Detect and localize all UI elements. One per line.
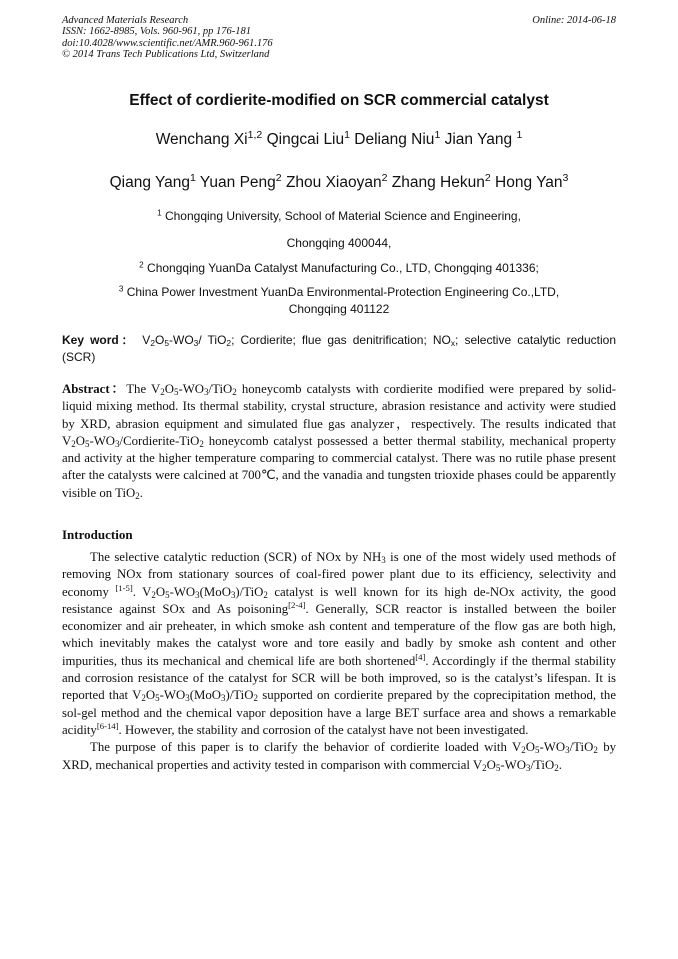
formula-subscript: 2	[232, 387, 237, 398]
body-text: catalyst is well known for its high de-NOx activity, the good resistance against SOx and As poisoning	[62, 584, 616, 616]
formula-subscript: 2	[71, 439, 76, 450]
formula-subscript: 3	[204, 387, 209, 398]
affiliation-2	[62, 261, 616, 275]
formula-part: O	[154, 333, 165, 347]
formula-subscript: 2	[141, 693, 146, 704]
affiliation-1-city: Chongqing 400044,	[286, 236, 392, 250]
body-text: -WO	[159, 688, 186, 703]
journal-header	[62, 15, 273, 61]
author-affiliation-mark: 3	[562, 172, 569, 185]
formula-subscript: 3	[565, 745, 570, 756]
formula-subscript: 5	[495, 762, 501, 773]
formula-subscript: 2	[554, 762, 559, 773]
author-line-1	[62, 131, 616, 149]
affiliation-number: 2	[139, 260, 144, 270]
author-name: Jian Yang	[444, 131, 513, 148]
author-name: Qiang Yang	[109, 174, 191, 191]
abstract	[62, 381, 616, 502]
body-text: -WO	[169, 584, 196, 599]
online-date: Online: 2014-06-18	[532, 15, 616, 26]
keywords	[62, 332, 616, 365]
body-text: .	[558, 757, 562, 772]
formula-subscript: 2	[263, 589, 268, 600]
formula-subscript: 5	[164, 338, 169, 349]
author-name: Yuan Peng	[199, 174, 276, 191]
body-text: by XRD, mechanical properties and activity tested in comparison with commercial V	[62, 740, 617, 772]
paper-title: Effect of cordierite-modified on SCR commercial catalyst	[129, 92, 549, 109]
formula-subscript: 3	[221, 693, 226, 704]
body-text: is one of the most widely used methods of removing NOx from stationary sources of coal-fired power plant due to its efficiency, selectivity and economy	[62, 550, 617, 599]
formula-subscript: 5	[173, 387, 179, 398]
formula-subscript: 2	[593, 745, 598, 756]
section-heading-introduction: Introduction	[62, 527, 133, 542]
abstract-text: O	[75, 433, 85, 448]
body-text: The purpose of this paper is to clarify the behavior of cordierite loaded with V	[90, 740, 522, 755]
citation-ref: [4]	[415, 652, 426, 662]
formula-subscript: 2	[160, 387, 165, 398]
formula-subscript: 2	[150, 338, 155, 349]
body-text: -WO	[500, 757, 526, 772]
citation-ref: [6-14]	[96, 721, 119, 732]
formula-subscript: 3	[193, 338, 199, 349]
affiliation-number: 3	[118, 284, 124, 294]
formula-subscript: 5	[535, 745, 540, 756]
doi-line: doi:10.4028/www.scientific.net/AMR.960-961.176	[62, 37, 273, 49]
formula-subscript: 2	[482, 762, 487, 773]
author-name: Zhou Xiaoyan	[285, 174, 382, 191]
author-name: Hong Yan	[495, 174, 563, 191]
affiliation-text: Chongqing YuanDa Catalyst Manufacturing Co., LTD, Chongqing 401336;	[147, 261, 539, 275]
body-text: supported on cordierite prepared by the coprecipitation method, the sol-gel method and the chemical vapor deposition have a large BET surface area and shows a remarkable acidity	[62, 688, 616, 737]
affiliation-3	[62, 285, 616, 299]
issn-line: ISSN: 1662-8985, Vols. 960-961, pp 176-181	[62, 26, 251, 38]
body-text: The selective catalytic reduction (SCR) of NOx by NH	[90, 550, 382, 564]
affiliation-1	[62, 209, 616, 223]
abstract-text: .	[139, 485, 143, 500]
author-affiliation-mark: 2	[275, 172, 282, 185]
author-affiliation-mark: 1	[516, 129, 523, 142]
abstract-label: Abstract：	[62, 382, 127, 396]
body-text: )/TiO	[235, 584, 264, 599]
formula-subscript: 5	[84, 439, 90, 450]
body-text: O	[145, 688, 156, 703]
formula-subscript: x	[450, 338, 456, 349]
paragraph	[62, 549, 616, 739]
body-text: O	[525, 740, 536, 755]
author-name: Qingcai Liu	[266, 131, 345, 148]
journal-name: Advanced Materials Research	[62, 15, 189, 26]
body-text: /TiO	[569, 740, 594, 755]
author-name: Wenchang Xi	[155, 131, 248, 148]
body-text: . Accordingly if the thermal stability and corrosion resistance of the catalyst for SCR will be both improved, so is the catalyst’s lifespan. It is reported that V	[62, 653, 616, 703]
formula-subscript: 5	[155, 693, 160, 704]
formula-subscript: 2	[253, 693, 258, 704]
abstract-text: honeycomb catalyst possessed a better thermal stability, mechanical property and activity at the higher temperature comparing to commercial catalyst. There was no rutile phase present after the catalysts were calcined at 700℃, and the vanadia and tungsten trioxide phases could be apparently visible on TiO	[62, 433, 616, 500]
abstract-text: The V	[126, 382, 161, 396]
paragraph	[62, 739, 616, 774]
author-affiliation-mark: 1	[434, 129, 441, 142]
formula-subscript: 2	[521, 745, 526, 756]
abstract-text: /TiO	[208, 382, 233, 396]
affiliation-text: China Power Investment YuanDa Environmental-Protection Engineering Co.,LTD,	[126, 285, 560, 299]
body-text: O	[155, 584, 166, 599]
formula-subscript: 5	[165, 589, 170, 600]
formula-part: / TiO	[198, 333, 227, 347]
formula-subscript: 3	[195, 589, 200, 600]
author-affiliation-mark: 1,2	[247, 129, 263, 142]
copyright-line: © 2014 Trans Tech Publications Ltd, Switzerland	[62, 49, 270, 61]
formula-subscript: 3	[381, 555, 386, 566]
formula-subscript: 3	[525, 762, 531, 773]
author-name: Deliang Niu	[354, 131, 435, 148]
keywords-label: Key word：	[62, 333, 137, 347]
formula-subscript: 2	[151, 589, 156, 600]
citation-ref: [1-5]	[115, 582, 133, 593]
abstract-text: -WO	[89, 433, 116, 448]
author-affiliation-mark: 2	[484, 172, 491, 185]
affiliation-number: 1	[157, 208, 162, 218]
formula-subscript: 2	[199, 439, 204, 450]
formula-part: -WO	[169, 333, 194, 347]
affiliation-text: Chongqing University, School of Material Science and Engineering,	[164, 209, 521, 223]
abstract-text: /Cordierite-TiO	[119, 433, 200, 448]
body-text: -WO	[539, 740, 566, 755]
author-name: Zhang Hekun	[391, 174, 485, 191]
body-text: (MoO	[189, 688, 221, 703]
formula-subscript: 2	[226, 338, 232, 349]
citation-ref: [2-4]	[288, 600, 306, 611]
formula-subscript: 3	[230, 589, 236, 600]
body-text: . V	[132, 584, 152, 599]
formula-part: V	[142, 333, 151, 347]
abstract-text: O	[164, 382, 174, 396]
author-affiliation-mark: 1	[190, 172, 196, 185]
author-line-2	[62, 174, 616, 192]
author-affiliation-mark: 1	[344, 129, 350, 142]
body-text: . Generally, SCR reactor is installed between the boiler economizer and air preheater, in which smoke ash content and temperature of the flow gas are both high, which inevitably makes the catalyst wore and tore easily and badly by smoke ash content and other impurities, thus its mechanical and chemical life are both shortened	[62, 601, 616, 668]
author-affiliation-mark: 2	[381, 172, 388, 185]
introduction-body	[62, 549, 616, 774]
body-text: /TiO	[530, 757, 555, 772]
abstract-text: -WO	[178, 382, 205, 396]
body-text: . However, the stability and corrosion of the catalyst have not been investigated.	[118, 722, 529, 737]
affiliation-3-city: Chongqing 401122	[288, 302, 390, 316]
formula-subscript: 3	[115, 439, 120, 450]
formula-subscript: 2	[135, 491, 140, 502]
formula-subscript: 3	[185, 693, 190, 704]
body-text: )/TiO	[225, 688, 254, 703]
body-text: O	[486, 757, 496, 772]
abstract-text: honeycomb catalysts with cordierite modified were prepared by solid-liquid mixing method. Its thermal stability, crystal structure, abrasion resistance and activity were studied by XRD, abrasion equipment and simulated flue gas analyzer，respectively. The results indicated that V	[62, 382, 617, 448]
keywords-text: ; Cordierite; flue gas denitrification; NO	[231, 333, 451, 347]
keywords-text: ; selective catalytic reduction (SCR)	[62, 333, 616, 364]
body-text: (MoO	[199, 584, 231, 599]
